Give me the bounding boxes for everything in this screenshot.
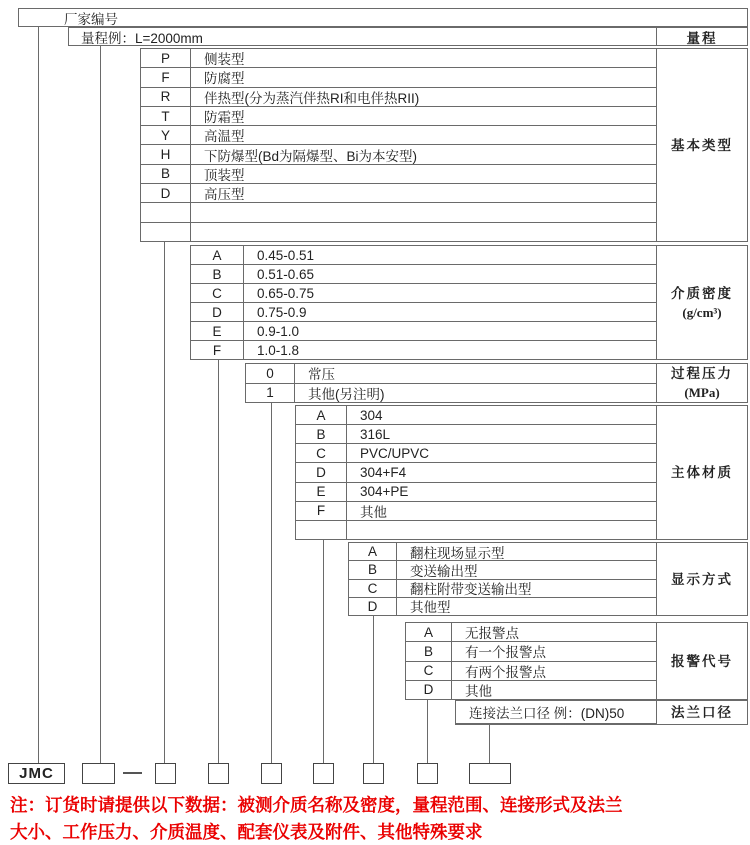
row-desc: 0.51-0.65	[257, 266, 315, 282]
row-code: A	[191, 246, 244, 264]
group-label-alarm-code	[656, 623, 747, 699]
row-desc: 其他型	[410, 600, 451, 616]
group-label-sub: (MPa)	[684, 385, 720, 400]
model-box-pressure	[261, 763, 282, 784]
table-row	[191, 303, 657, 322]
row-code: Y	[141, 126, 191, 144]
range-row	[68, 27, 748, 46]
display-mode-table	[348, 542, 748, 616]
row-desc: 其他	[465, 683, 492, 699]
group-label-body-material	[656, 406, 747, 539]
row-code: D	[141, 184, 191, 202]
table-row	[349, 580, 657, 598]
group-label-text: 报警代号	[671, 653, 733, 669]
row-desc: 无报警点	[465, 626, 519, 642]
row-code: C	[191, 284, 244, 302]
row-code: A	[406, 623, 452, 641]
connector-line	[218, 360, 219, 763]
factory-no-label: 厂家编号	[64, 11, 118, 27]
row-code: B	[406, 642, 452, 660]
flange-example-text: 连接法兰口径 例：(DN)50	[469, 706, 625, 721]
model-box-flange	[469, 763, 511, 784]
row-code: D	[296, 463, 347, 481]
table-row	[296, 483, 657, 502]
row-desc: 防霜型	[204, 110, 245, 126]
model-box-display	[363, 763, 384, 784]
table-row	[141, 126, 657, 145]
row-desc: 0.75-0.9	[257, 304, 307, 320]
row-desc: 常压	[308, 367, 335, 383]
table-row	[296, 521, 657, 539]
row-desc: 侧装型	[204, 52, 245, 68]
row-desc: 有一个报警点	[465, 645, 546, 661]
row-code: R	[141, 88, 191, 106]
row-desc: 伴热型(分为蒸汽伴热RI和电伴热RII)	[204, 90, 420, 106]
table-row	[141, 145, 657, 164]
connector-line	[489, 725, 490, 763]
row-code	[296, 521, 347, 539]
model-box-basic-type	[155, 763, 176, 784]
row-desc: 下防爆型(Bd为隔爆型、Bi为本安型)	[204, 148, 418, 164]
model-box-alarm	[417, 763, 438, 784]
row-desc: 0.45-0.51	[257, 247, 315, 263]
connector-line	[38, 26, 39, 763]
table-row	[456, 701, 657, 724]
table-row	[406, 642, 657, 661]
row-desc: 其他	[360, 504, 387, 520]
process-pressure-table	[245, 363, 748, 403]
row-desc: 翻柱附带变送输出型	[410, 582, 532, 598]
table-row	[349, 543, 657, 561]
row-code: C	[296, 444, 347, 462]
row-code: A	[349, 543, 397, 560]
model-box-range	[82, 763, 115, 784]
row-code: A	[296, 406, 347, 424]
group-label-sub: (g/cm³)	[682, 304, 722, 320]
table-row	[349, 598, 657, 615]
table-row	[141, 68, 657, 87]
row-code: E	[296, 483, 347, 501]
row-desc: 高温型	[204, 129, 245, 145]
row-code: D	[406, 681, 452, 699]
table-row	[191, 322, 657, 341]
table-row	[191, 265, 657, 284]
table-row	[141, 107, 657, 126]
group-label-text: 主体材质	[671, 465, 733, 480]
row-code: C	[349, 580, 397, 597]
row-desc: 高压型	[204, 187, 245, 203]
table-row	[191, 284, 657, 303]
table-row	[191, 341, 657, 359]
table-row	[296, 502, 657, 521]
row-desc	[191, 223, 657, 241]
row-desc: 其他(另注明)	[308, 386, 385, 402]
group-label-display-mode	[656, 543, 747, 615]
connector-line	[323, 540, 324, 763]
row-desc: 0.65-0.75	[257, 285, 315, 301]
table-row	[296, 463, 657, 482]
group-label-process-pressure	[656, 364, 747, 402]
table-row	[141, 165, 657, 184]
flange-size-row	[455, 700, 748, 725]
table-row	[246, 364, 657, 384]
basic-type-table	[140, 48, 748, 242]
row-code: B	[349, 561, 397, 578]
table-row	[246, 384, 657, 403]
model-box-material	[313, 763, 334, 784]
medium-density-table	[190, 245, 748, 360]
table-row	[296, 406, 657, 425]
connector-line	[271, 403, 272, 763]
dash-separator	[123, 772, 142, 774]
model-box-density	[208, 763, 229, 784]
group-label-text: 法兰口径	[671, 705, 733, 720]
alarm-code-table	[405, 622, 748, 700]
row-desc: 316L	[360, 426, 391, 442]
table-row	[349, 561, 657, 579]
row-code: 1	[246, 384, 295, 403]
row-desc: 304	[360, 407, 383, 423]
table-row	[406, 681, 657, 699]
group-label-text: 显示方式	[671, 571, 733, 587]
group-label-basic-type	[656, 49, 747, 241]
table-row	[141, 88, 657, 107]
connector-line	[427, 700, 428, 763]
group-label-text: 介质密度	[671, 285, 733, 301]
connector-line	[100, 45, 101, 763]
table-row	[141, 223, 657, 241]
row-code	[141, 203, 191, 221]
row-desc: 304+PE	[360, 484, 409, 500]
row-desc	[191, 203, 657, 221]
row-code: F	[141, 68, 191, 86]
row-desc: 有两个报警点	[465, 664, 546, 680]
row-code: B	[141, 165, 191, 183]
row-desc: 防腐型	[204, 71, 245, 87]
row-desc: 顶装型	[204, 167, 245, 183]
row-desc: 0.9-1.0	[257, 323, 300, 339]
range-category-label: 量程	[656, 28, 747, 45]
table-row	[141, 184, 657, 203]
group-label-flange-size	[656, 701, 747, 724]
row-desc: 304+F4	[360, 464, 407, 480]
table-row	[141, 49, 657, 68]
row-code: C	[406, 662, 452, 680]
row-code: F	[191, 341, 244, 359]
row-code: F	[296, 502, 347, 520]
table-row	[296, 444, 657, 463]
table-row	[296, 425, 657, 444]
row-desc: 翻柱现场显示型	[410, 545, 505, 561]
row-code: B	[191, 265, 244, 283]
group-label-text: 基本类型	[671, 137, 733, 153]
row-code: P	[141, 49, 191, 67]
table-row	[141, 203, 657, 222]
ordering-note-line1: 注：订货时请提供以下数据：被测介质名称及密度，量程范围、连接形式及法兰	[10, 795, 623, 815]
row-desc: 1.0-1.8	[257, 342, 300, 358]
row-code: T	[141, 107, 191, 125]
row-code: E	[191, 322, 244, 340]
row-desc: PVC/UPVC	[360, 445, 430, 461]
row-code: D	[349, 598, 397, 615]
model-prefix-box: JMC	[8, 763, 65, 784]
row-desc: 变送输出型	[410, 563, 478, 579]
table-row	[406, 623, 657, 642]
ordering-note	[10, 792, 748, 845]
range-example-text: 量程例：L=2000mm	[81, 30, 203, 46]
group-label-text: 过程压力	[671, 366, 733, 381]
connector-line	[164, 242, 165, 763]
body-material-table	[295, 405, 748, 540]
row-code: D	[191, 303, 244, 321]
row-code: B	[296, 425, 347, 443]
row-code: 0	[246, 364, 295, 383]
factory-no-row	[18, 8, 748, 27]
table-row	[191, 246, 657, 265]
row-code: H	[141, 145, 191, 163]
group-label-medium-density	[656, 246, 747, 359]
table-row	[406, 662, 657, 681]
row-desc	[347, 521, 657, 539]
connector-line	[373, 616, 374, 763]
row-code	[141, 223, 191, 241]
ordering-note-line2: 大小、工作压力、介质温度、配套仪表及附件、其他特殊要求	[10, 822, 483, 842]
